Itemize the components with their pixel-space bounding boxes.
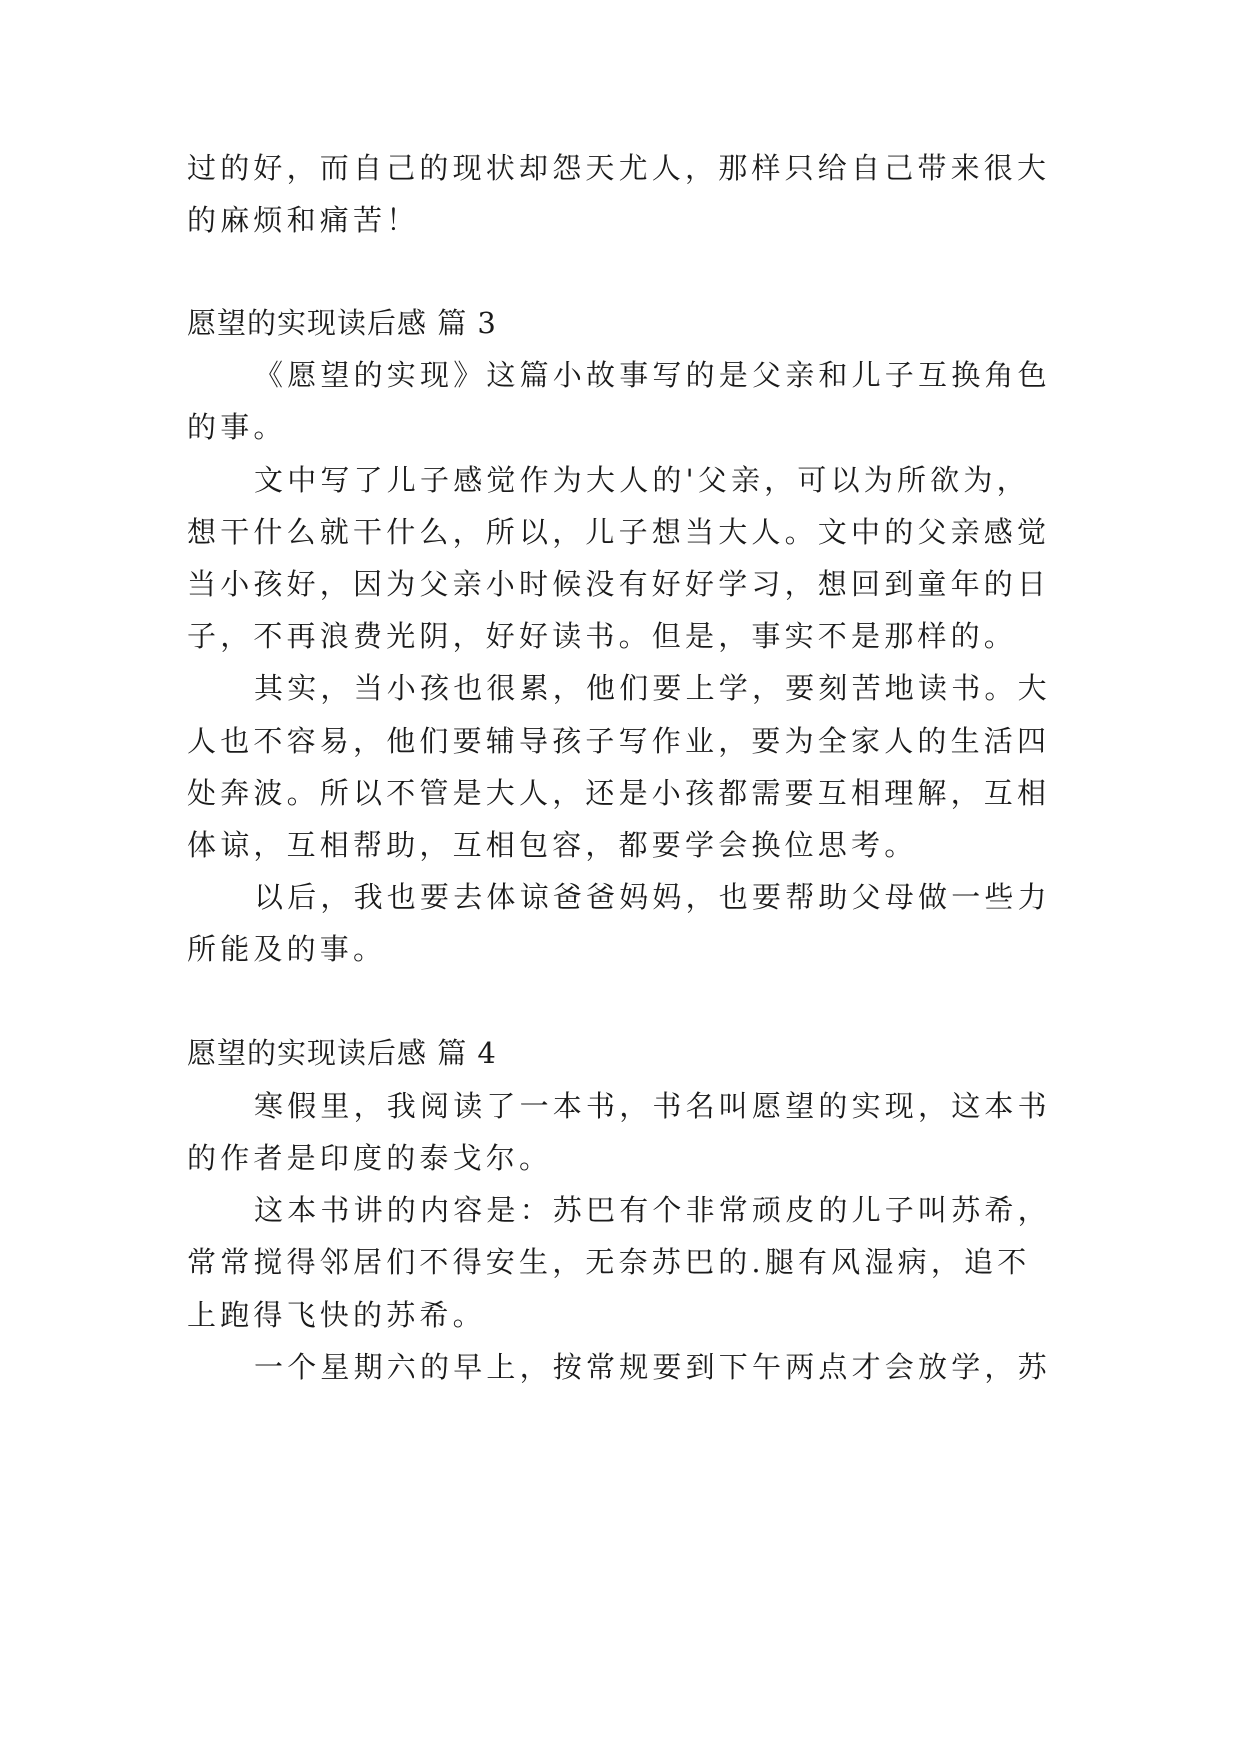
- text-line: 上跑得飞快的苏希。: [187, 1298, 486, 1332]
- text-line: 想干什么就干什么，所以，儿子想当大人。文中的父亲感觉: [187, 515, 1051, 549]
- paragraph-start: 寒假里，我阅读了一本书，书名叫愿望的实现，这本书: [254, 1089, 1051, 1123]
- paragraph-start: 以后，我也要去体谅爸爸妈妈，也要帮助父母做一些力: [254, 880, 1051, 914]
- paragraph-start: 《愿望的实现》这篇小故事写的是父亲和儿子互换角色: [254, 358, 1051, 392]
- text-line: 人也不容易，他们要辅导孩子写作业，要为全家人的生活四: [187, 724, 1051, 758]
- text-line: 的事。: [187, 410, 287, 444]
- paragraph-start: 其实，当小孩也很累，他们要上学，要刻苦地读书。大: [254, 671, 1051, 705]
- text-line: 体谅，互相帮助，互相包容，都要学会换位思考。: [187, 828, 918, 862]
- paragraph-start: 文中写了儿子感觉作为大人的'父亲，可以为所欲为，: [254, 463, 1030, 497]
- text-line: 的作者是印度的泰戈尔。: [187, 1141, 553, 1175]
- paragraph-start: 一个星期六的早上，按常规要到下午两点才会放学，苏: [254, 1350, 1051, 1384]
- section-heading: 愿望的实现读后感 篇 3: [187, 306, 497, 340]
- text-line: 所能及的事。: [187, 932, 387, 966]
- section-heading: 愿望的实现读后感 篇 4: [187, 1036, 497, 1070]
- text-line: 处奔波。所以不管是大人，还是小孩都需要互相理解，互相: [187, 776, 1051, 810]
- text-line: 的麻烦和痛苦！: [187, 203, 420, 237]
- text-line: 子，不再浪费光阴，好好读书。但是，事实不是那样的。: [187, 619, 1018, 653]
- text-line: 常常搅得邻居们不得安生，无奈苏巴的.腿有风湿病，追不: [187, 1245, 1031, 1279]
- paragraph-start: 这本书讲的内容是：苏巴有个非常顽皮的儿子叫苏希，: [254, 1193, 1051, 1227]
- text-line: 过的好，而自己的现状却怨天尤人，那样只给自己带来很大: [187, 151, 1051, 185]
- text-line: 当小孩好，因为父亲小时候没有好好学习，想回到童年的日: [187, 567, 1051, 601]
